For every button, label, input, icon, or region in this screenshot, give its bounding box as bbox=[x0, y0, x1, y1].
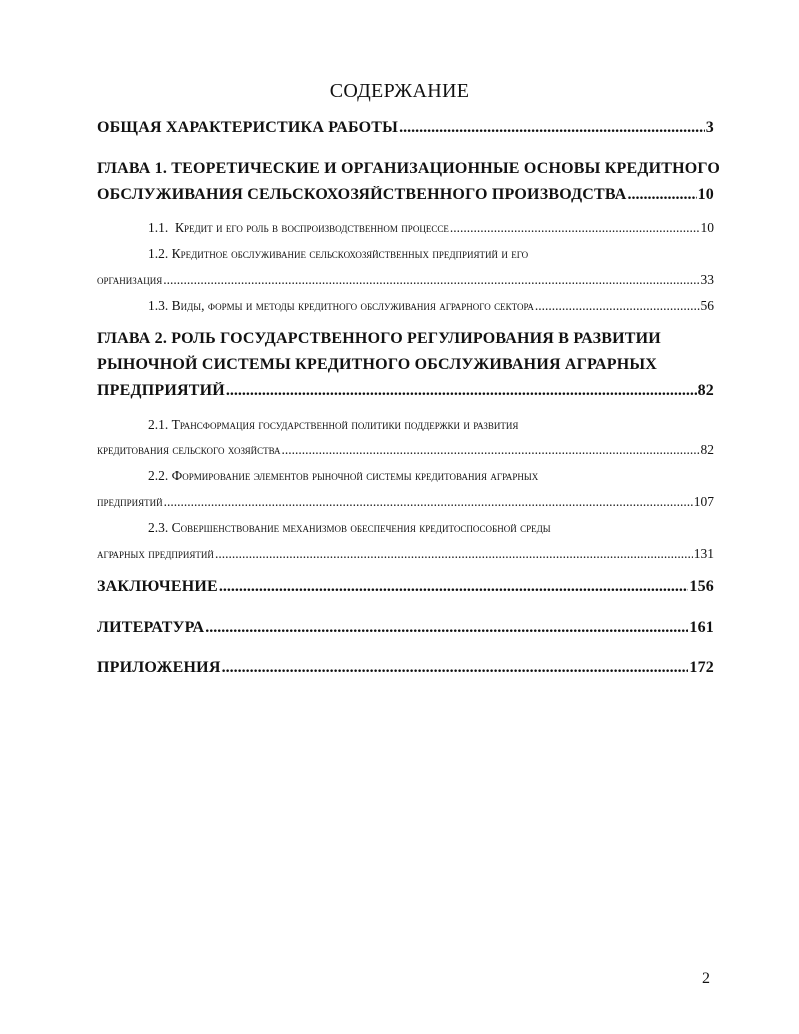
toc-entry-general[interactable] bbox=[97, 119, 714, 137]
toc-entry-label-continued: предприятий bbox=[97, 494, 163, 509]
toc-entry-label: ПРЕДПРИЯТИЙ bbox=[97, 382, 225, 399]
section-2-1-line-1[interactable] bbox=[148, 417, 518, 433]
toc-entry-section-1-1[interactable] bbox=[148, 220, 714, 236]
section-2-2-line-1[interactable] bbox=[148, 468, 538, 484]
toc-entry-chapter-1[interactable] bbox=[97, 186, 714, 204]
dot-leader bbox=[164, 494, 693, 510]
toc-entry-section-1-2[interactable] bbox=[97, 272, 714, 288]
dot-leader bbox=[450, 220, 700, 236]
chapter-1-title-line-1[interactable]: ГЛАВА 1. ТЕОРЕТИЧЕСКИЕ И ОРГАНИЗАЦИОННЫЕ ОСНОВЫ КРЕДИТНОГО bbox=[97, 160, 721, 177]
dot-leader bbox=[535, 298, 700, 314]
toc-entry-section-2-1[interactable] bbox=[97, 442, 714, 458]
toc-page-number: 10 bbox=[697, 186, 714, 203]
dot-leader bbox=[226, 382, 697, 400]
dot-leader bbox=[282, 442, 700, 458]
section-number: 1.2. bbox=[148, 246, 169, 261]
toc-page-number: 82 bbox=[700, 442, 714, 457]
toc-page-number: 161 bbox=[689, 619, 714, 636]
toc-entry-label: ЛИТЕРАТУРА bbox=[97, 619, 205, 636]
toc-entry-label: ПРИЛОЖЕНИЯ bbox=[97, 659, 221, 676]
toc-entry-label: ОБСЛУЖИВАНИЯ СЕЛЬСКОХОЗЯЙСТВЕННОГО ПРОИЗВОДСТВА bbox=[97, 186, 627, 203]
toc-page-number: 33 bbox=[700, 272, 714, 287]
toc-page-number: 107 bbox=[693, 494, 714, 509]
section-1-2-line-1[interactable] bbox=[148, 246, 528, 262]
toc-entry-section-2-2[interactable] bbox=[97, 494, 714, 510]
toc-page-number: 56 bbox=[700, 298, 714, 313]
toc-entry-label: ЗАКЛЮЧЕНИЕ bbox=[97, 578, 218, 595]
section-number: 2.3. bbox=[148, 520, 169, 535]
section-number: 2.2. bbox=[148, 468, 169, 483]
toc-entry-conclusion[interactable] bbox=[97, 578, 714, 596]
toc-page-number: 82 bbox=[697, 382, 714, 399]
toc-entry-label: ОБЩАЯ ХАРАКТЕРИСТИКА РАБОТЫ bbox=[97, 119, 399, 136]
section-number: 1.3. bbox=[148, 298, 169, 313]
toc-entry-label: Виды, формы и методы кредитного обслуживания аграрного сектора bbox=[171, 298, 534, 313]
toc-page-number: 156 bbox=[689, 578, 714, 595]
toc-entry-label: Трансформация государственной политики поддержки и развития bbox=[171, 417, 519, 432]
dot-leader bbox=[628, 186, 697, 204]
chapter-2-title-line-1[interactable]: ГЛАВА 2. РОЛЬ ГОСУДАРСТВЕННОГО РЕГУЛИРОВАНИЯ В РАЗВИТИИ bbox=[97, 330, 661, 347]
toc-page-number: 131 bbox=[693, 546, 714, 561]
toc-page-number: 3 bbox=[705, 119, 714, 136]
toc-entry-label: Кредитное обслуживание сельскохозяйственных предприятий и его bbox=[171, 246, 529, 261]
dot-leader bbox=[163, 272, 699, 288]
section-2-3-line-1[interactable] bbox=[148, 520, 551, 536]
toc-entry-appendices[interactable] bbox=[97, 659, 714, 677]
toc-entry-label-continued: аграрных предприятий bbox=[97, 546, 214, 561]
dot-leader bbox=[215, 546, 693, 562]
toc-entry-label: Кредит и его роль в воспроизводственном процессе bbox=[175, 220, 449, 235]
dot-leader bbox=[205, 619, 688, 637]
toc-entry-label-continued: кредитования сельского хозяйства bbox=[97, 442, 281, 457]
section-number: 1.1. bbox=[148, 220, 169, 235]
toc-entry-label-continued: организация bbox=[97, 272, 163, 287]
toc-entry-section-2-3[interactable] bbox=[97, 546, 714, 562]
dot-leader bbox=[219, 578, 688, 596]
toc-page-number: 10 bbox=[700, 220, 714, 235]
toc-entry-literature[interactable] bbox=[97, 619, 714, 637]
toc-entry-section-1-3[interactable] bbox=[148, 298, 714, 314]
toc-entry-label: Совершенствование механизмов обеспечения кредитоспособной среды bbox=[171, 520, 551, 535]
toc-entry-chapter-2[interactable] bbox=[97, 382, 714, 400]
dot-leader bbox=[222, 659, 689, 677]
toc-title: СОДЕРЖАНИЕ bbox=[329, 80, 470, 102]
section-number: 2.1. bbox=[148, 417, 169, 432]
toc-entry-label: Формирование элементов рыночной системы кредитования аграрных bbox=[171, 468, 539, 483]
dot-leader bbox=[399, 119, 705, 137]
toc-page-number: 172 bbox=[689, 659, 714, 676]
chapter-2-title-line-2[interactable]: РЫНОЧНОЙ СИСТЕМЫ КРЕДИТНОГО ОБСЛУЖИВАНИЯ АГРАРНЫХ bbox=[97, 356, 658, 373]
page-number: 2 bbox=[702, 970, 710, 987]
